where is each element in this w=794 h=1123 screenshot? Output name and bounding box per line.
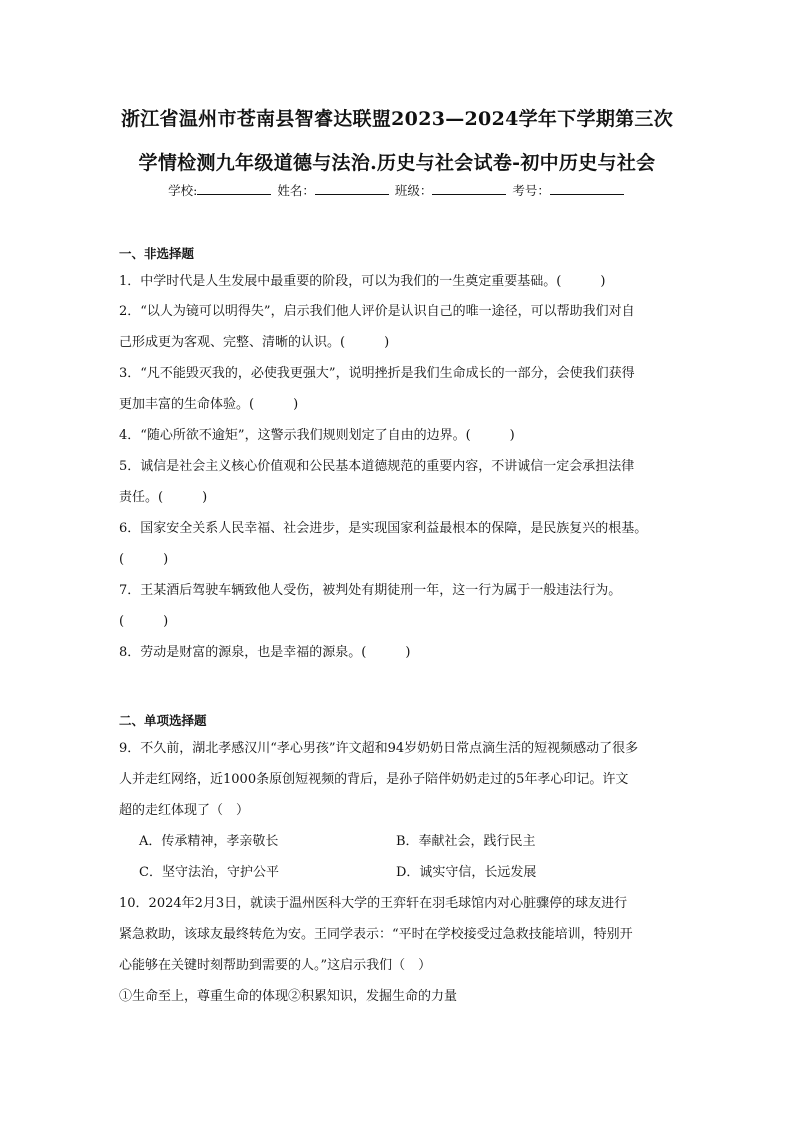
student-info-row (0, 181, 794, 199)
class-label: 班级： (394, 183, 433, 198)
option-c: C．坚守法治，守护公平 (139, 865, 279, 880)
school-blank[interactable] (197, 182, 271, 195)
question-line: 7．王某酒后驾驶车辆致他人受伤，被判处有期徒刑一年，这一行为属于一般违法行为。 (119, 583, 622, 598)
school-label: 学校: (168, 183, 198, 198)
question-line: 8．劳动是财富的源泉，也是幸福的源泉。( ) (119, 645, 411, 660)
option-a: A．传承精神，孝亲敬长 (139, 834, 279, 849)
question-line: ①生命至上，尊重生命的体现②积累知识，发掘生命的力量 (119, 989, 458, 1004)
question-line: 10．2024年2月3日，就读于温州医科大学的王弈轩在羽毛球馆内对心脏骤停的球友进行 (119, 896, 628, 911)
exam-title-line-1: 浙江省温州市苍南县智睿达联盟2023—2024学年下学期第三次 (120, 108, 674, 130)
question-line: 1．中学时代是人生发展中最重要的阶段，可以为我们的一生奠定重要基础。( ) (119, 274, 606, 289)
question-line: 心能够在关键时刻帮助到需要的人。”这启示我们（ ） (119, 958, 432, 973)
question-line: 紧急救助，该球友最终转危为安。王同学表示：“平时在学校接受过急救技能培训，特别开 (119, 927, 633, 942)
section-heading-single-choice: 二、单项选择题 (119, 713, 207, 728)
option-d: D．诚实守信，长远发展 (396, 865, 537, 880)
question-line: 2．“以人为镜可以明得失”，启示我们他人评价是认识自己的唯一途径，可以帮助我们对自 (119, 304, 635, 319)
question-line: 6．国家安全关系人民幸福、社会进步，是实现国家利益最根本的保障，是民族复兴的根基。 (119, 521, 648, 536)
question-line: 4．“随心所欲不逾矩”，这警示我们规则划定了自由的边界。( ) (119, 428, 515, 443)
question-line: 9．不久前，湖北孝感汉川“孝心男孩”许文超和94岁奶奶日常点滴生活的短视频感动了很多 (119, 741, 639, 756)
exam-title-line-2: 学情检测九年级道德与法治.历史与社会试卷-初中历史与社会 (138, 152, 656, 174)
question-line: ( ) (119, 614, 169, 629)
question-line: 5．诚信是社会主义核心价值观和公民基本道德规范的重要内容，不讲诚信一定会承担法律 (119, 459, 635, 474)
question-line: 人并走红网络，近1000条原创短视频的背后，是孙子陪伴奶奶走过的5年孝心印记。许文 (119, 772, 629, 787)
number-blank[interactable] (550, 182, 624, 195)
question-line: 超的走红体现了（ ） (119, 803, 250, 818)
name-blank[interactable] (315, 182, 389, 195)
question-line: ( ) (119, 552, 169, 567)
question-line: 3．“凡不能毁灭我的，必使我更强大”，说明挫折是我们生命成长的一部分，会使我们获得 (119, 366, 635, 381)
name-label: 姓名： (277, 183, 315, 198)
question-line: 更加丰富的生命体验。( ) (119, 397, 299, 412)
option-b: B．奉献社会，践行民主 (396, 834, 536, 849)
number-label: 考号： (512, 183, 550, 198)
question-line: 责任。( ) (119, 490, 208, 505)
section-heading-nonchoice: 一、非选择题 (119, 246, 195, 261)
question-line: 己形成更为客观、完整、清晰的认识。( ) (119, 335, 390, 350)
class-blank[interactable] (432, 182, 506, 195)
